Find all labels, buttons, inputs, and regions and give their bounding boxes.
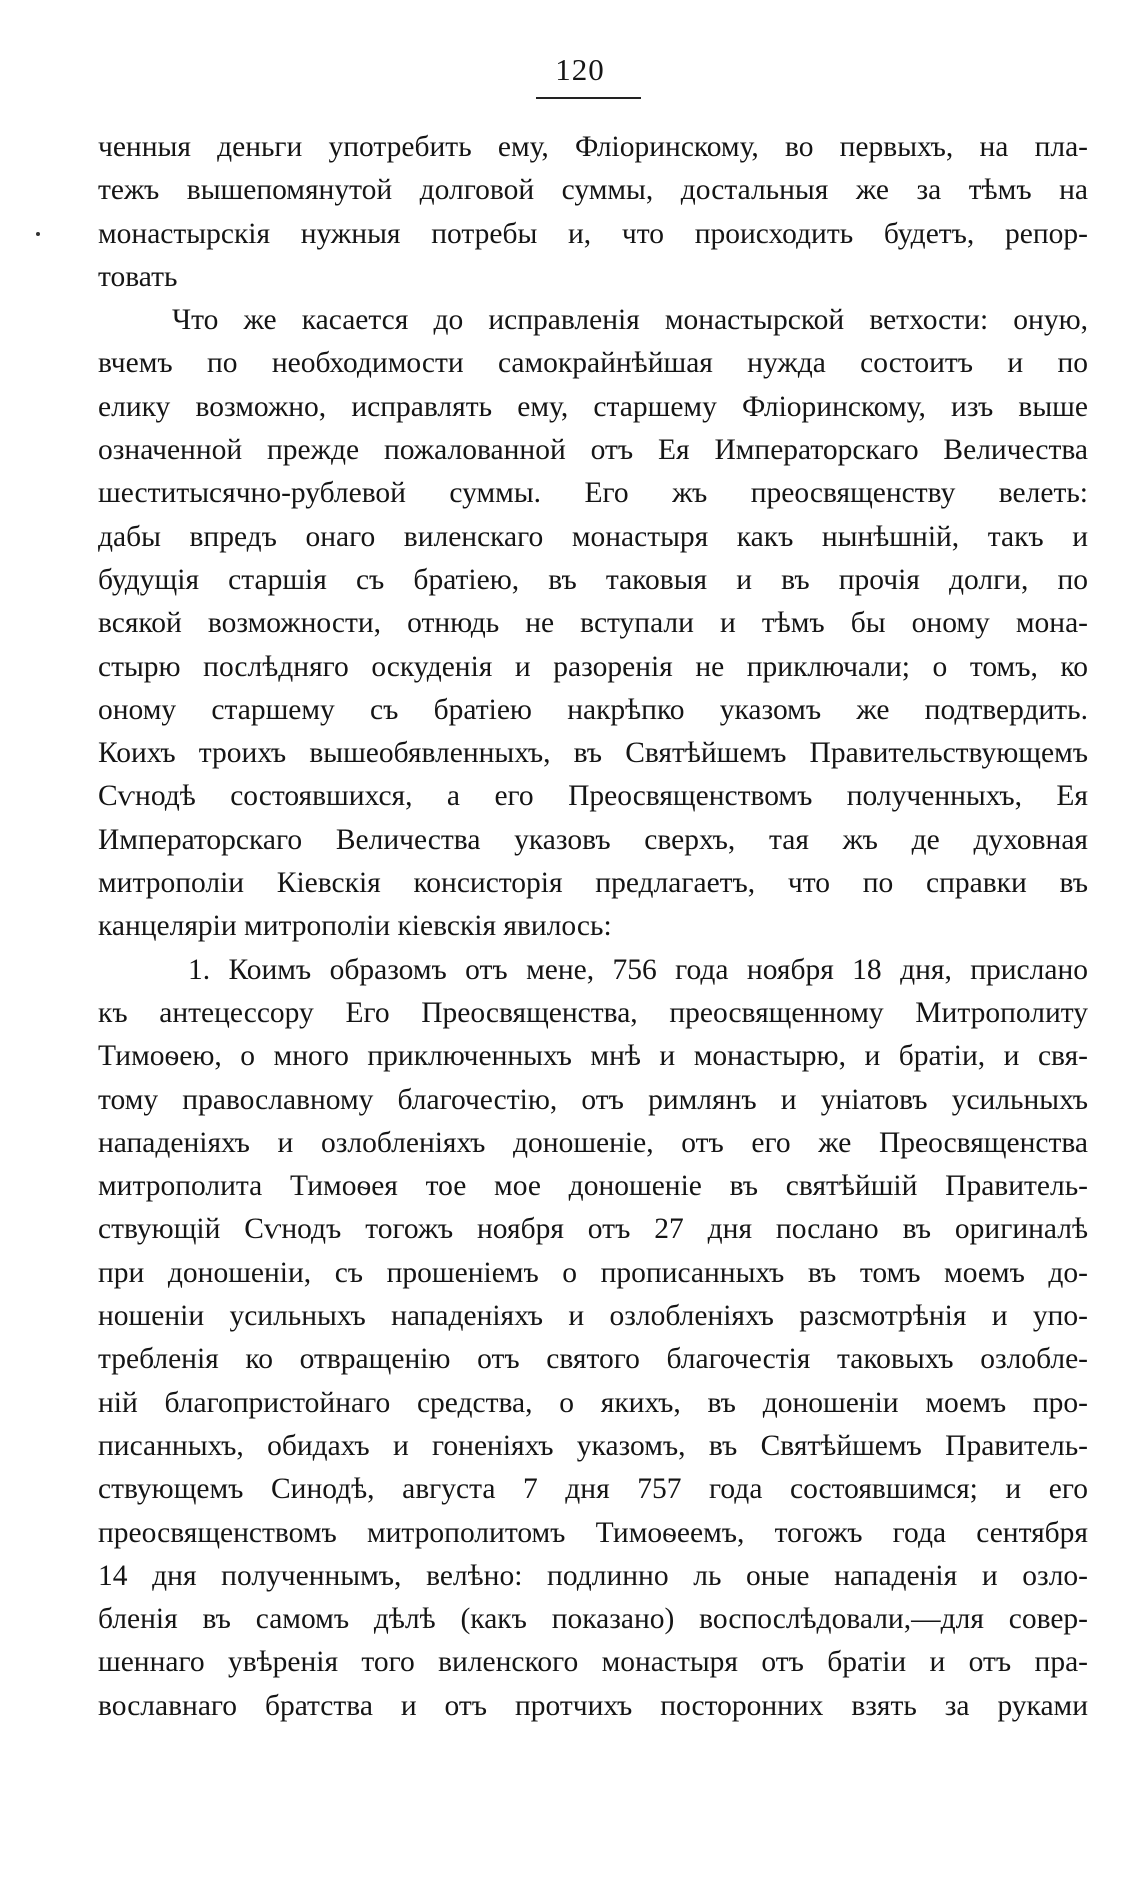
text-line: всякой возможности, отнюдь не вступали и тѣмъ бы оному мона-: [98, 607, 1088, 640]
page-number-rule: [536, 97, 641, 99]
text-line: ній благопристойнаго средства, о якихъ, въ доношеніи моемъ про-: [98, 1386, 1088, 1419]
text-line: тежъ вышепомянутой долговой суммы, достальныя же за тѣмъ на: [98, 174, 1088, 207]
text-line: елику возможно, исправлять ему, старшему Фліоринскому, изъ выше: [98, 390, 1088, 423]
text-line: шеннаго увѣренія того виленского монастыря отъ братіи и отъ пра-: [98, 1646, 1088, 1679]
text-line: оному старшему съ братіею накрѣпко указомъ же подтвердить.: [98, 693, 1088, 726]
text-line: преосвященствомъ митрополитомъ Тимоѳеемъ, тогожъ года сентября: [98, 1516, 1088, 1549]
text-line: Сѵнодѣ состоявшихся, а его Преосвященствомъ полученныхъ, Ея: [98, 780, 1088, 813]
text-line: Что же касается до исправленія монастырской ветхости: оную,: [172, 304, 1088, 337]
text-line: стырю послѣдняго оскуденія и разоренія не приключали; о томъ, ко: [98, 650, 1088, 683]
text-line: ствующій Сѵнодъ тогожъ ноября отъ 27 дня послано въ оригиналѣ: [98, 1213, 1088, 1246]
text-line: 1. Коимъ образомъ отъ мене, 756 года ноября 18 дня, прислано: [188, 953, 1088, 986]
text-line: митрополіи Кіевскія консисторія предлагаетъ, что по справки въ: [98, 867, 1088, 900]
text-line: Коихъ троихъ вышеобявленныхъ, въ Святѣйшемъ Правительствующемъ: [98, 737, 1088, 770]
text-line: митрополита Тимоѳея тое мое доношеніе въ святѣйшій Правитель-: [98, 1170, 1088, 1203]
text-line: требленія ко отвращенію отъ святого благочестія таковыхъ озлобле-: [98, 1343, 1088, 1376]
text-line: тому православному благочестію, отъ римлянъ и уніатовъ усильныхъ: [98, 1083, 1088, 1116]
text-line: ствующемъ Синодѣ, августа 7 дня 757 года состоявшимся; и его: [98, 1473, 1088, 1506]
text-line: писанныхъ, обидахъ и гоненіяхъ указомъ, въ Святѣйшемъ Правитель-: [98, 1429, 1088, 1462]
text-line: товать: [98, 260, 178, 293]
text-line: шеститысячно-рублевой суммы. Его жъ преосвященству велеть:: [98, 477, 1088, 510]
text-line: будущія старшія съ братіею, въ таковыя и въ прочія долги, по: [98, 563, 1088, 596]
text-line: ченныя деньги употребить ему, Фліоринскому, во первыхъ, на пла-: [98, 131, 1088, 163]
margin-speck: [36, 232, 40, 236]
text-line: бленія въ самомъ дѣлѣ (какъ показано) воспослѣдовали,—для совер-: [98, 1603, 1088, 1636]
text-line: при доношеніи, съ прошеніемъ о прописанныхъ въ томъ моемъ до-: [98, 1256, 1088, 1289]
text-line: вославнаго братства и отъ протчихъ посторонних взять за руками: [98, 1689, 1088, 1722]
text-line: дабы впредъ онаго виленскаго монастыря какъ нынѣшній, такъ и: [98, 520, 1088, 553]
text-line: 14 дня полученнымъ, велѣно: подлинно ль оные нападенія и озло-: [98, 1559, 1088, 1592]
page-number: 120: [555, 52, 605, 87]
text-line: ношеніи усильныхъ нападеніяхъ и озлобленіяхъ разсмотрѣнія и упо-: [98, 1300, 1088, 1333]
text-line: канцеляріи митрополіи кіевскія явилось:: [98, 910, 612, 943]
text-line: Императорскаго Величества указовъ сверхъ, тая жъ де духовная: [98, 823, 1088, 856]
text-line: нападеніяхъ и озлобленіяхъ доношеніе, отъ его же Преосвященства: [98, 1126, 1088, 1159]
text-line: означенной прежде пожалованной отъ Ея Императорскаго Величества: [98, 434, 1088, 467]
body-text: [98, 126, 1088, 1728]
text-line: къ антецессору Его Преосвященства, преосвященному Митрополиту: [98, 996, 1088, 1029]
text-line: вчемъ по необходимости самокрайнѣйшая нужда состоитъ и по: [98, 347, 1088, 380]
text-line: монастырскія нужныя потребы и, что происходить будетъ, репор-: [98, 217, 1088, 250]
text-line: Тимоѳею, о много приключенныхъ мнѣ и монастырю, и братіи, и свя-: [98, 1040, 1088, 1073]
